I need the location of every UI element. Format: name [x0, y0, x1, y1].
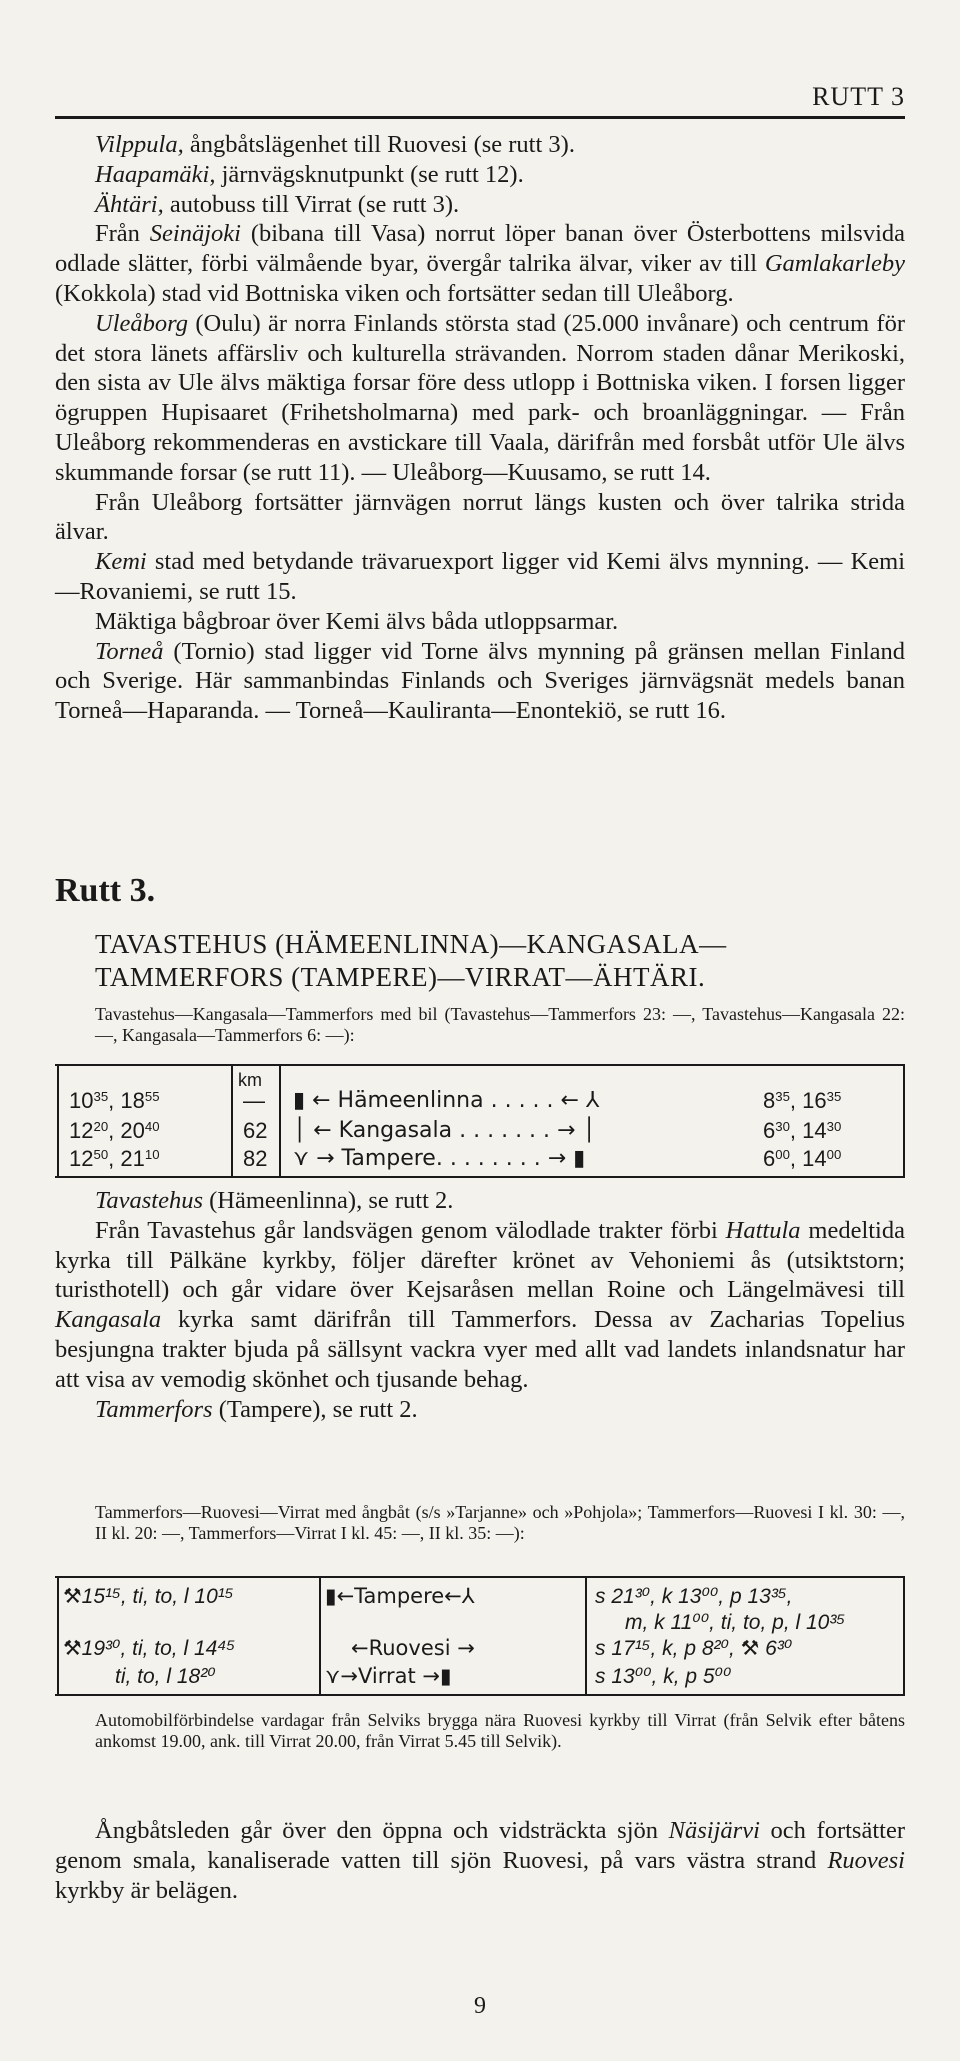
hour: 6	[763, 1146, 776, 1171]
bus-note: Tavastehus—Kangasala—Tammerfors med bil (Tavastehus—Tammerfors 23: —, Tavastehus—Kangasala 22: —, Kangasala—Tammerfors 6: —):	[95, 1004, 905, 1045]
hour: 8	[763, 1088, 776, 1113]
paragraph-landsvagen	[55, 1216, 905, 1395]
station: ⋎ → Tampere. . . . . . . . → ▮	[293, 1146, 586, 1171]
text: Från Tavastehus går landsvägen genom välodlade trakter förbi	[95, 1216, 726, 1244]
automobile-note: Automobilförbindelse vardagar från Selviks brygga nära Ruovesi kyrkby till Virrat (från Selvik efter båtens ankomst 19.00, ank. till Virrat 20.00, från Virrat 5.45 till Selvik).	[95, 1710, 905, 1751]
place-vilppula: Vilppula,	[95, 131, 184, 158]
text: medeltida kyrka till Pälkäne kyrkby, följer därefter krönet av Vehoniemi ås (utsiktstorn; turisthotell) och går vidare över Kejsaråsen mellan Roine och Längelmävesi till	[55, 1216, 905, 1304]
minutes: 55	[144, 1088, 160, 1104]
arrival-1: $8^{35}$, $16^{35}$	[763, 1088, 842, 1113]
departure-2: $12^{20}$, $20^{40}$	[69, 1118, 160, 1143]
hour: 12	[69, 1118, 94, 1143]
minutes: 40	[144, 1118, 160, 1134]
paragraph-seinajoki	[55, 219, 905, 308]
text: Ångbåtsleden går över den öppna och vidsträckta sjön	[95, 1817, 669, 1844]
place-kemi: Kemi	[95, 548, 147, 576]
table-row	[55, 1088, 905, 1120]
arrivals-cont: m, k 11⁰⁰, ti, to, p, l 10³⁵	[625, 1611, 846, 1634]
minutes: 00	[826, 1146, 842, 1162]
text: Från	[95, 220, 150, 248]
place-seinajoki: Seinäjoki	[149, 220, 241, 248]
intro-line-text: järnvägsknutpunkt (se rutt 12).	[215, 160, 524, 188]
place-tavastehus: Tavastehus	[95, 1187, 204, 1214]
station-name: ← Hämeenlinna . . . . . ←	[312, 1088, 579, 1113]
intro-text	[55, 130, 905, 726]
place-hattula: Hattula	[725, 1216, 801, 1244]
closing-text	[55, 1816, 905, 1905]
paragraph-bridges: Mäktiga bågbroar över Kemi älvs båda utloppsarmar.	[95, 607, 619, 635]
route-heading-line-1: TAVASTEHUS (HÄMEENLINNA)—KANGASALA—	[95, 929, 727, 959]
place-kangasala: Kangasala	[55, 1306, 162, 1334]
paragraph-angbatsleden	[55, 1816, 905, 1905]
station-name: → Tampere. . . . . . . . →	[316, 1146, 567, 1171]
station: ←Ruovesi →	[351, 1636, 475, 1660]
running-head: RUTT 3	[812, 82, 905, 111]
place-nasijarvi: Näsijärvi	[668, 1817, 760, 1844]
paragraph-kemi	[55, 547, 905, 607]
text: stad med betydande trävaruexport ligger vid Kemi älvs mynning. — Kemi—Rovaniemi, se rutt 15.	[55, 548, 905, 605]
hour: 10	[69, 1088, 94, 1113]
place-haapamaki: Haapamäki,	[95, 160, 216, 188]
hour: 16	[802, 1088, 827, 1113]
text: (Kokkola) stad vid Bottniska viken och fortsätter sedan till Uleåborg.	[55, 279, 734, 307]
text: (bibana till Vasa) norrut löper banan över Österbottens milsvida odlade slätter, förbi välmående byar, övergår talrika älvar, viker av till	[55, 220, 905, 278]
km-header: km	[238, 1070, 262, 1090]
text: (Hämeenlinna), se rutt 2.	[203, 1187, 454, 1214]
minutes: 35	[93, 1088, 109, 1104]
minutes: 30	[826, 1118, 842, 1134]
station-name: →Virrat →	[340, 1664, 440, 1688]
text: (Oulu) är norra Finlands största stad (25.000 invånare) och centrum för det stora länets affärsliv och kulturella strävanden. Norrom staden dånar Merikoski, den sista av Ule älvs mäktiga forsar före dess utlopp i Bottniska viken. I forsen ligger ögruppen Hupisaaret (Frihetsholmarna) med park- och broanläggningar. — Från Uleåborg rekommenderas en avstickare till Vaala, därifrån med forsbåt utför Ule älvs skummande forsar (se rutt 11). — Uleåborg—Kuusamo, se rutt 14.	[55, 309, 905, 486]
station: ▮ ← Hämeenlinna . . . . . ← ⅄	[293, 1088, 600, 1113]
arrival-3: $6^{00}$, $14^{00}$	[763, 1146, 842, 1171]
paragraph-uleaborg	[55, 309, 905, 488]
route-heading-line-2: TAMMERFORS (TAMPERE)—VIRRAT—ÄHTÄRI.	[95, 962, 706, 992]
paragraph-tavastehus	[55, 1186, 905, 1216]
minutes: 20	[93, 1118, 109, 1134]
steamer-note: Tammerfors—Ruovesi—Virrat med ångbåt (s/s »Tarjanne» och »Pohjola»; Tammerfors—Ruovesi I kl. 30: —, II kl. 20: —, Tammerfors—Virrat I kl. 45: —, II kl. 35: —):	[95, 1502, 905, 1543]
arrival-2: $6^{30}$, $14^{30}$	[763, 1118, 842, 1143]
minutes: 00	[775, 1146, 790, 1162]
minutes: 30	[775, 1118, 790, 1134]
tavastehus-text	[55, 1186, 905, 1424]
place-ruovesi: Ruovesi	[827, 1846, 905, 1874]
place-tammerfors: Tammerfors	[95, 1395, 213, 1423]
intro-line-text: autobuss till Virrat (se rutt 3).	[163, 190, 460, 218]
hour: 18	[120, 1088, 145, 1113]
place-gamlakarleby: Gamlakarleby	[764, 250, 905, 278]
header-rule	[55, 116, 905, 119]
steamer-timetable	[55, 1576, 905, 1696]
place-uleaborg: Uleåborg	[95, 309, 188, 337]
arrivals: s 21³⁰, k 13⁰⁰, p 13³⁵,	[595, 1585, 793, 1608]
table-row	[55, 1146, 905, 1178]
station-name: ← Kangasala . . . . . . . →	[313, 1118, 576, 1143]
text: och fortsätter genom smala, kanaliserade vatten till sjön Ruovesi, på vars västra strand	[55, 1817, 905, 1874]
departure-1: $10^{35}$, $18^{55}$	[69, 1088, 160, 1113]
departures: ⚒15¹⁵, ti, to, l 10¹⁵	[63, 1585, 234, 1608]
route-heading	[95, 928, 905, 994]
km-value: —	[243, 1088, 265, 1113]
minutes: 35	[826, 1088, 842, 1104]
paragraph-tornea	[55, 637, 905, 726]
intro-line-ahtari	[55, 190, 905, 220]
arrivals: s 13⁰⁰, k, p 5⁰⁰	[595, 1665, 732, 1688]
place-ahtari: Ähtäri,	[95, 190, 164, 218]
departures: ⚒19³⁰, ti, to, l 14⁴⁵	[63, 1637, 236, 1660]
hour: 14	[802, 1146, 827, 1171]
station: ▮←Tampere←⅄	[325, 1584, 475, 1608]
arrivals: s 17¹⁵, k, p 8²⁰, ⚒ 6³⁰	[595, 1637, 793, 1660]
station: ⋎→Virrat →▮	[325, 1664, 452, 1688]
hour: 6	[763, 1118, 776, 1143]
station: │ ← Kangasala . . . . . . . → │	[293, 1118, 596, 1143]
text: kyrka samt därifrån till Tammerfors. Dessa av Zacharias Topelius besjungna trakter bjuda på sällsynt vackra vyer med allt vad landets inlandsnatur har att visa av vemodig skönhet och tjusande behag.	[55, 1306, 905, 1393]
departures: ti, to, l 18²⁰	[115, 1665, 216, 1688]
intro-line-haapamaki	[55, 160, 905, 190]
paragraph-tammerfors	[55, 1395, 905, 1425]
km-value: 62	[243, 1118, 268, 1143]
route-number: Rutt 3.	[55, 872, 156, 909]
hour: 14	[802, 1118, 827, 1143]
minutes: 10	[144, 1146, 160, 1162]
km-value: 82	[243, 1146, 268, 1171]
text: (Tampere), se rutt 2.	[212, 1395, 418, 1423]
intro-line-text: ångbåtslägenhet till Ruovesi (se rutt 3).	[183, 131, 575, 158]
paragraph-railway-north: Från Uleåborg fortsätter järnvägen norrut längs kusten och över talrika strida älvar.	[55, 488, 905, 546]
minutes: 35	[775, 1088, 790, 1104]
place-tornea: Torneå	[95, 637, 164, 665]
text: kyrkby är belägen.	[55, 1876, 238, 1904]
table-row	[55, 1664, 905, 1702]
intro-line-vilppula	[55, 130, 905, 160]
station-name: ←Tampere←	[336, 1584, 462, 1608]
hour: 12	[69, 1146, 94, 1171]
departure-3: $12^{50}$, $21^{10}$	[69, 1146, 160, 1171]
minutes: 50	[93, 1146, 109, 1162]
text: (Tornio) stad ligger vid Torne älvs mynning på gränsen mellan Finland och Sverige. Här sammanbindas Finlands och Sveriges järnvägsnät medels banan Torneå—Haparanda. — Torneå—Kauliranta—Enontekiö, se rutt 16.	[55, 637, 905, 725]
hour: 20	[120, 1118, 145, 1143]
bus-timetable	[55, 1064, 905, 1178]
page-number: 9	[474, 1993, 486, 2019]
hour: 21	[120, 1146, 145, 1171]
